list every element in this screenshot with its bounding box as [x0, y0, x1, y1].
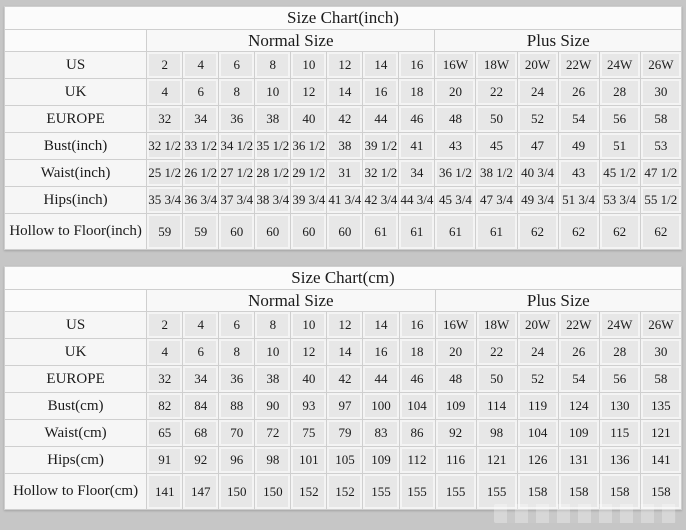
table-row — [5, 214, 682, 250]
size-cell: 98 — [476, 420, 517, 447]
size-cell: 33 1/2 — [183, 133, 219, 160]
chart-title-row — [5, 7, 682, 30]
size-cell: 79 — [327, 420, 363, 447]
size-cell: 26W — [640, 312, 681, 339]
size-cell: 158 — [640, 474, 681, 510]
size-cell: 42 — [327, 366, 363, 393]
size-cell: 40 — [291, 366, 327, 393]
size-cell: 32 1/2 — [363, 160, 399, 187]
size-cell: 16 — [399, 52, 435, 79]
size-cell: 38 — [255, 366, 291, 393]
size-cell: 8 — [219, 79, 255, 106]
size-cell: 27 1/2 — [219, 160, 255, 187]
size-cell: 22W — [558, 52, 599, 79]
size-cell: 12 — [291, 339, 327, 366]
corner-cell — [5, 30, 147, 52]
size-cell: 62 — [599, 214, 640, 250]
size-cell: 20 — [435, 79, 476, 106]
size-cell: 2 — [147, 312, 183, 339]
size-cell: 36 — [219, 106, 255, 133]
size-cell: 105 — [327, 447, 363, 474]
size-cell: 54 — [558, 366, 599, 393]
size-cell: 52 — [517, 366, 558, 393]
size-cell: 90 — [255, 393, 291, 420]
chart-body — [5, 52, 682, 250]
row-label: EUROPE — [5, 366, 147, 393]
size-cell: 62 — [558, 214, 599, 250]
size-cell: 18 — [399, 79, 435, 106]
size-cell: 20W — [517, 52, 558, 79]
size-group-header-row — [5, 30, 682, 52]
size-cell: 65 — [147, 420, 183, 447]
size-cell: 32 — [147, 366, 183, 393]
plus-size-header: Plus Size — [435, 290, 681, 312]
size-cell: 93 — [291, 393, 327, 420]
size-cell: 60 — [327, 214, 363, 250]
size-cell: 152 — [291, 474, 327, 510]
size-cell: 8 — [255, 312, 291, 339]
size-cell: 130 — [599, 393, 640, 420]
size-cell: 42 3/4 — [363, 187, 399, 214]
size-cell: 53 — [640, 133, 681, 160]
size-cell: 52 — [517, 106, 558, 133]
size-cell: 34 — [183, 106, 219, 133]
size-cell: 24W — [599, 312, 640, 339]
table-row — [5, 339, 682, 366]
size-cell: 141 — [147, 474, 183, 510]
size-chart-table — [4, 6, 682, 250]
normal-size-header: Normal Size — [147, 290, 435, 312]
size-cell: 6 — [183, 339, 219, 366]
size-cell: 20W — [517, 312, 558, 339]
size-cell: 54 — [558, 106, 599, 133]
size-cell: 22 — [476, 339, 517, 366]
size-cell: 58 — [640, 106, 681, 133]
size-cell: 109 — [363, 447, 399, 474]
size-cell: 155 — [399, 474, 435, 510]
size-cell: 6 — [219, 312, 255, 339]
row-label: US — [5, 52, 147, 79]
size-cell: 56 — [599, 106, 640, 133]
size-cell: 12 — [327, 52, 363, 79]
size-cell: 49 — [558, 133, 599, 160]
size-cell: 4 — [147, 79, 183, 106]
table-row — [5, 366, 682, 393]
size-cell: 72 — [255, 420, 291, 447]
size-cell: 22W — [558, 312, 599, 339]
size-cell: 14 — [363, 52, 399, 79]
size-cell: 152 — [327, 474, 363, 510]
size-cell: 10 — [255, 339, 291, 366]
size-cell: 115 — [599, 420, 640, 447]
size-cell: 41 3/4 — [327, 187, 363, 214]
size-cell: 58 — [640, 366, 681, 393]
size-cell: 136 — [599, 447, 640, 474]
table-row — [5, 312, 682, 339]
size-cell: 50 — [476, 106, 517, 133]
size-cell: 4 — [183, 52, 219, 79]
table-row — [5, 187, 682, 214]
size-cell: 44 3/4 — [399, 187, 435, 214]
size-cell: 114 — [476, 393, 517, 420]
size-cell: 2 — [147, 52, 183, 79]
size-cell: 38 3/4 — [255, 187, 291, 214]
row-label: UK — [5, 79, 147, 106]
size-cell: 22 — [476, 79, 517, 106]
size-cell: 47 3/4 — [476, 187, 517, 214]
size-cell: 155 — [435, 474, 476, 510]
row-label: EUROPE — [5, 106, 147, 133]
size-cell: 35 3/4 — [147, 187, 183, 214]
size-cell: 29 1/2 — [291, 160, 327, 187]
chart-body — [5, 312, 682, 510]
size-cell: 32 1/2 — [147, 133, 183, 160]
size-cell: 24W — [599, 52, 640, 79]
size-cell: 100 — [363, 393, 399, 420]
row-label: Bust(cm) — [5, 393, 147, 420]
size-cell: 38 1/2 — [476, 160, 517, 187]
size-cell: 8 — [255, 52, 291, 79]
size-cell: 45 3/4 — [435, 187, 476, 214]
table-row — [5, 106, 682, 133]
row-label: Hollow to Floor(inch) — [5, 214, 147, 250]
size-cell: 39 3/4 — [291, 187, 327, 214]
size-cell: 26 — [558, 339, 599, 366]
size-cell: 51 3/4 — [558, 187, 599, 214]
size-cell: 56 — [599, 366, 640, 393]
table-row — [5, 160, 682, 187]
size-cell: 34 — [183, 366, 219, 393]
size-cell: 34 1/2 — [219, 133, 255, 160]
size-cell: 6 — [183, 79, 219, 106]
size-cell: 43 — [435, 133, 476, 160]
size-cell: 45 — [476, 133, 517, 160]
size-cell: 32 — [147, 106, 183, 133]
size-cell: 62 — [640, 214, 681, 250]
size-cell: 96 — [219, 447, 255, 474]
row-label: Hips(inch) — [5, 187, 147, 214]
size-cell: 38 — [255, 106, 291, 133]
size-cell: 20 — [435, 339, 476, 366]
size-cell: 36 3/4 — [183, 187, 219, 214]
size-cell: 84 — [183, 393, 219, 420]
size-cell: 60 — [291, 214, 327, 250]
size-cell: 75 — [291, 420, 327, 447]
size-cell: 49 3/4 — [517, 187, 558, 214]
size-cell: 4 — [147, 339, 183, 366]
size-cell: 18W — [476, 312, 517, 339]
size-cell: 68 — [183, 420, 219, 447]
size-cell: 55 1/2 — [640, 187, 681, 214]
size-cell: 36 — [219, 366, 255, 393]
size-cell: 43 — [558, 160, 599, 187]
row-label: US — [5, 312, 147, 339]
chart-title: Size Chart(inch) — [5, 7, 682, 30]
table-row — [5, 52, 682, 79]
size-cell: 48 — [435, 366, 476, 393]
size-cell: 141 — [640, 447, 681, 474]
size-cell: 14 — [363, 312, 399, 339]
size-cell: 24 — [517, 79, 558, 106]
size-cell: 155 — [363, 474, 399, 510]
size-cell: 12 — [291, 79, 327, 106]
size-cell: 92 — [183, 447, 219, 474]
size-cell: 158 — [517, 474, 558, 510]
size-cell: 47 1/2 — [640, 160, 681, 187]
chart-title: Size Chart(cm) — [5, 267, 682, 290]
size-cell: 92 — [435, 420, 476, 447]
size-cell: 36 1/2 — [291, 133, 327, 160]
size-cell: 61 — [399, 214, 435, 250]
size-cell: 116 — [435, 447, 476, 474]
size-cell: 83 — [363, 420, 399, 447]
size-cell: 10 — [255, 79, 291, 106]
size-cell: 59 — [183, 214, 219, 250]
size-cell: 155 — [476, 474, 517, 510]
size-cell: 35 1/2 — [255, 133, 291, 160]
corner-cell — [5, 290, 147, 312]
size-cell: 10 — [291, 312, 327, 339]
size-cell: 101 — [291, 447, 327, 474]
size-cell: 46 — [399, 366, 435, 393]
size-cell: 121 — [640, 420, 681, 447]
size-cell: 158 — [558, 474, 599, 510]
size-cell: 44 — [363, 366, 399, 393]
size-cell: 121 — [476, 447, 517, 474]
size-cell: 124 — [558, 393, 599, 420]
size-cell: 97 — [327, 393, 363, 420]
size-cell: 24 — [517, 339, 558, 366]
size-cell: 42 — [327, 106, 363, 133]
size-cell: 16 — [363, 79, 399, 106]
size-cell: 37 3/4 — [219, 187, 255, 214]
table-row — [5, 420, 682, 447]
size-cell: 40 3/4 — [517, 160, 558, 187]
size-cell: 31 — [327, 160, 363, 187]
size-cell: 26W — [640, 52, 681, 79]
size-cell: 135 — [640, 393, 681, 420]
size-cell: 8 — [219, 339, 255, 366]
table-row — [5, 133, 682, 160]
size-cell: 16 — [363, 339, 399, 366]
size-cell: 62 — [517, 214, 558, 250]
size-cell: 86 — [399, 420, 435, 447]
chart-title-row — [5, 267, 682, 290]
size-cell: 158 — [599, 474, 640, 510]
size-cell: 150 — [219, 474, 255, 510]
size-cell: 47 — [517, 133, 558, 160]
size-cell: 18W — [476, 52, 517, 79]
size-cell: 28 1/2 — [255, 160, 291, 187]
row-label: Bust(inch) — [5, 133, 147, 160]
size-cell: 150 — [255, 474, 291, 510]
size-cell: 91 — [147, 447, 183, 474]
size-cell: 88 — [219, 393, 255, 420]
row-label: UK — [5, 339, 147, 366]
size-cell: 18 — [399, 339, 435, 366]
size-cell: 28 — [599, 339, 640, 366]
row-label: Hollow to Floor(cm) — [5, 474, 147, 510]
size-cell: 61 — [363, 214, 399, 250]
size-cell: 12 — [327, 312, 363, 339]
size-cell: 16W — [435, 312, 476, 339]
size-cell: 50 — [476, 366, 517, 393]
size-cell: 147 — [183, 474, 219, 510]
size-group-header-row — [5, 290, 682, 312]
size-cell: 46 — [399, 106, 435, 133]
size-cell: 131 — [558, 447, 599, 474]
size-cell: 59 — [147, 214, 183, 250]
size-cell: 112 — [399, 447, 435, 474]
size-cell: 51 — [599, 133, 640, 160]
table-row — [5, 474, 682, 510]
size-cell: 36 1/2 — [435, 160, 476, 187]
row-label: Waist(inch) — [5, 160, 147, 187]
size-cell: 14 — [327, 79, 363, 106]
size-cell: 26 1/2 — [183, 160, 219, 187]
size-cell: 109 — [558, 420, 599, 447]
size-cell: 61 — [476, 214, 517, 250]
size-cell: 41 — [399, 133, 435, 160]
size-cell: 39 1/2 — [363, 133, 399, 160]
size-cell: 60 — [219, 214, 255, 250]
size-cell: 40 — [291, 106, 327, 133]
size-cell: 16 — [399, 312, 435, 339]
size-cell: 28 — [599, 79, 640, 106]
size-cell: 104 — [517, 420, 558, 447]
plus-size-header: Plus Size — [435, 30, 682, 52]
size-cell: 10 — [291, 52, 327, 79]
size-cell: 34 — [399, 160, 435, 187]
size-cell: 70 — [219, 420, 255, 447]
size-cell: 16W — [435, 52, 476, 79]
size-cell: 61 — [435, 214, 476, 250]
size-cell: 45 1/2 — [599, 160, 640, 187]
size-cell: 30 — [640, 79, 681, 106]
size-cell: 104 — [399, 393, 435, 420]
size-cell: 44 — [363, 106, 399, 133]
size-cell: 14 — [327, 339, 363, 366]
size-cell: 109 — [435, 393, 476, 420]
normal-size-header: Normal Size — [147, 30, 435, 52]
size-cell: 126 — [517, 447, 558, 474]
size-cell: 48 — [435, 106, 476, 133]
size-cell: 4 — [183, 312, 219, 339]
size-chart-table — [4, 266, 682, 510]
size-cell: 26 — [558, 79, 599, 106]
size-cell: 6 — [219, 52, 255, 79]
size-cell: 82 — [147, 393, 183, 420]
size-cell: 53 3/4 — [599, 187, 640, 214]
table-row — [5, 79, 682, 106]
size-cell: 38 — [327, 133, 363, 160]
row-label: Hips(cm) — [5, 447, 147, 474]
size-cell: 119 — [517, 393, 558, 420]
size-cell: 25 1/2 — [147, 160, 183, 187]
table-row — [5, 447, 682, 474]
size-cell: 98 — [255, 447, 291, 474]
table-row — [5, 393, 682, 420]
size-cell: 30 — [640, 339, 681, 366]
size-cell: 60 — [255, 214, 291, 250]
row-label: Waist(cm) — [5, 420, 147, 447]
